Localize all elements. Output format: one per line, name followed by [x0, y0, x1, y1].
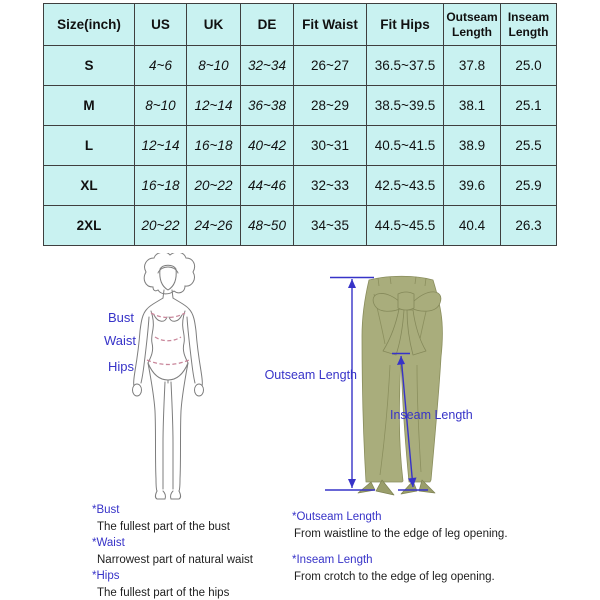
- table-cell: S: [44, 46, 135, 86]
- note-desc: The fullest part of the bust: [97, 520, 230, 533]
- table-cell: 36~38: [241, 86, 294, 126]
- table-cell: 25.5: [501, 126, 557, 166]
- note-term: *Waist: [92, 537, 125, 549]
- col-header-us: US: [135, 4, 187, 46]
- table-cell: 39.6: [444, 166, 501, 206]
- table-row: [44, 86, 557, 126]
- table-cell: 24~26: [187, 206, 241, 246]
- table-cell: 26.3: [501, 206, 557, 246]
- table-cell: 32~33: [294, 166, 367, 206]
- table-cell: 16~18: [187, 126, 241, 166]
- table-cell: 4~6: [135, 46, 187, 86]
- size-chart-table: [43, 3, 557, 246]
- table-cell: 38.1: [444, 86, 501, 126]
- note-desc: From crotch to the edge of leg opening.: [294, 571, 495, 583]
- table-row: [44, 126, 557, 166]
- note-desc: The fullest part of the hips: [97, 586, 230, 599]
- table-cell: 40.5~41.5: [367, 126, 444, 166]
- pants-product-illustration: [270, 260, 510, 510]
- table-cell: 40.4: [444, 206, 501, 246]
- note-term: *Outseam Length: [292, 511, 382, 523]
- table-cell: 20~22: [187, 166, 241, 206]
- table-cell: 38.9: [444, 126, 501, 166]
- col-header-size: Size(inch): [44, 4, 135, 46]
- table-cell: 32~34: [241, 46, 294, 86]
- table-cell: 12~14: [135, 126, 187, 166]
- col-header-fit-waist: Fit Waist: [294, 4, 367, 46]
- outseam-length-label: Outseam Length: [264, 368, 357, 382]
- table-cell: 8~10: [187, 46, 241, 86]
- table-cell: 8~10: [135, 86, 187, 126]
- table-cell: 37.8: [444, 46, 501, 86]
- table-cell: 34~35: [294, 206, 367, 246]
- table-cell: 12~14: [187, 86, 241, 126]
- table-cell: L: [44, 126, 135, 166]
- body-measure-notes: [92, 502, 253, 600]
- hips-measure-line: [147, 360, 189, 365]
- table-cell: 20~22: [135, 206, 187, 246]
- inseam-length-label: Inseam Length: [390, 408, 473, 422]
- table-row: [44, 46, 557, 86]
- table-cell: 16~18: [135, 166, 187, 206]
- table-cell: 44.5~45.5: [367, 206, 444, 246]
- waist-label: Waist: [103, 333, 136, 348]
- pants-measure-notes: [292, 509, 508, 586]
- col-header-outseam: Outseam Length: [444, 4, 501, 46]
- note-desc: Narrowest part of natural waist: [97, 553, 253, 566]
- table-cell: 25.9: [501, 166, 557, 206]
- table-cell: XL: [44, 166, 135, 206]
- table-cell: M: [44, 86, 135, 126]
- bust-label: Bust: [107, 310, 134, 325]
- table-cell: 44~46: [241, 166, 294, 206]
- table-cell: 28~29: [294, 86, 367, 126]
- table-row: [44, 166, 557, 206]
- bust-measure-line: [151, 313, 185, 318]
- table-cell: 30~31: [294, 126, 367, 166]
- note-term: *Hips: [92, 570, 120, 582]
- table-cell: 42.5~43.5: [367, 166, 444, 206]
- table-cell: 25.1: [501, 86, 557, 126]
- woman-body-outline-figure: [115, 253, 235, 501]
- col-header-uk: UK: [187, 4, 241, 46]
- note-term: *Bust: [92, 504, 120, 516]
- note-desc: From waistline to the edge of leg opening.: [294, 528, 508, 540]
- table-cell: 2XL: [44, 206, 135, 246]
- table-cell: 36.5~37.5: [367, 46, 444, 86]
- table-cell: 25.0: [501, 46, 557, 86]
- col-header-fit-hips: Fit Hips: [367, 4, 444, 46]
- col-header-de: DE: [241, 4, 294, 46]
- table-cell: 26~27: [294, 46, 367, 86]
- note-term: *Inseam Length: [292, 554, 373, 566]
- table-cell: 40~42: [241, 126, 294, 166]
- col-header-inseam: Inseam Length: [501, 4, 557, 46]
- header-row: [44, 4, 557, 46]
- table-cell: 38.5~39.5: [367, 86, 444, 126]
- table-row: [44, 206, 557, 246]
- waist-measure-line: [155, 337, 181, 341]
- hips-label: Hips: [107, 359, 134, 374]
- table-cell: 48~50: [241, 206, 294, 246]
